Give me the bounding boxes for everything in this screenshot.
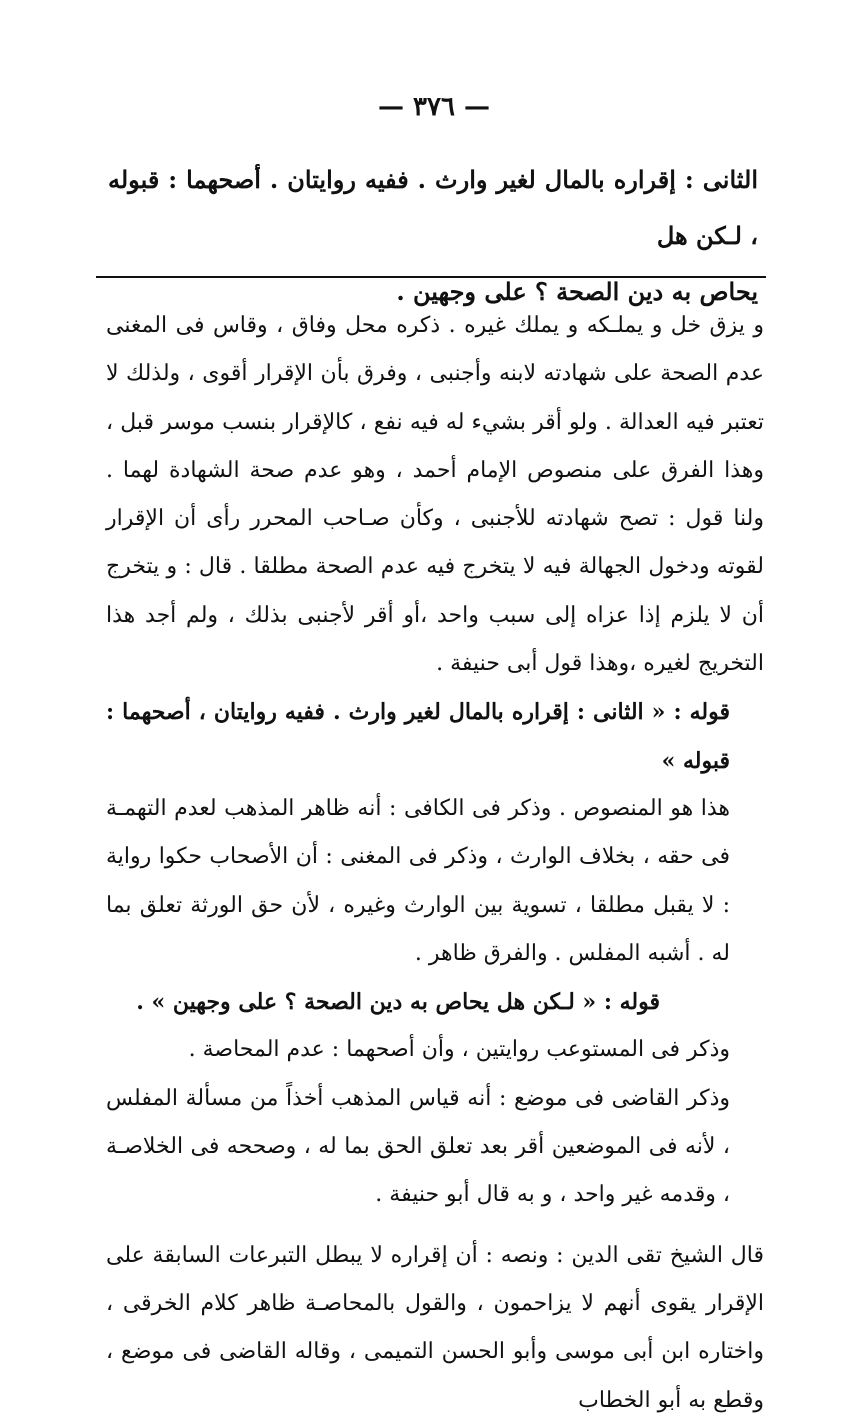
- matn-header: [108, 152, 758, 320]
- paragraph: هذا هو المنصوص . وذكر فى الكافى : أنه ظاهر المذهب لعدم التهمـة فى حقه ، بخلاف الوارث ، وذكر فى المغنى : أن الأصحاب حكوا رواية : لا يقبل مطلقا ، تسوية بين الوارث وغيره ، لأن حق الورثة تعلق بما له . أشبه المفلس . والفرق ظاهر .: [106, 795, 730, 966]
- header-line: الثانى : إقراره بالمال لغير وارث . ففيه روايتان . أصحهما : قبوله ، لـكن هل: [108, 165, 758, 250]
- section-divider: [96, 276, 766, 278]
- paragraph: و يزق خل و يملـكه و يملك غيره . ذكره محل وفاق ، وقاس فى المغنى عدم الصحة على شهادته لابنه وأجنبى ، وفرق بأن الإقرار أقوى ، ولذلك لا تعتبر فيه العدالة . ولو أقر بشيء له فيه نفع ، كالإقرار بنسب موسر قبل ، وهذا الفرق على منصوص الإمام أحمد ، وهو عدم صحة الشهادة لهما . ولنا قول : تصح شهادته للأجنبى ، وكأن صـاحب المحرر رأى أن الإقرار لقوته ودخول الجهالة فيه لا يتخرج فيه عدم الصحة مطلقا . قال : و يتخرج أن لا يلزم إذا عزاه إلى سبب واحد ،أو أقر لأجنبى بذلك ، ولم أجد هذا التخريج لغيره ،وهذا قول أبى حنيفة .: [106, 313, 764, 677]
- page-number: — ٣٧٦ —: [377, 92, 491, 122]
- quoted-heading: قوله : « لـكن هل يحاص به دين الصحة ؟ على وجهين » .: [136, 989, 660, 1016]
- header-line: يحاص به دين الصحة ؟ على وجهين .: [396, 277, 758, 306]
- quoted-heading: قوله : « الثانى : إقراره بالمال لغير وارث . ففيه روايتان ، أصحهما : قبوله »: [106, 699, 730, 774]
- paragraph: قال الشيخ تقى الدين : ونصه : أن إقراره لا يبطل التبرعات السابقة على الإقرار يقوى أنهم لا يزاحمون ، والقول بالمحاصـة ظاهر كلام الخرقى ، واختاره ابن أبى موسى وأبو الحسن التميمى ، وقاله القاضى فى موضع ، وقطع به أبو الخطاب: [106, 1242, 764, 1413]
- commentary-body: [106, 302, 764, 1425]
- paragraph: وذكر فى المستوعب روايتين ، وأن أصحهما : عدم المحاصة .: [188, 1037, 730, 1063]
- paragraph: وذكر القاضى فى موضع : أنه قياس المذهب أخذاً من مسألة المفلس ، لأنه فى الموضعين أقر بعد تعلق الحق بما له ، وصححه فى الخلاصـة ، وقدمه غير واحد ، و به قال أبو حنيفة .: [106, 1085, 730, 1208]
